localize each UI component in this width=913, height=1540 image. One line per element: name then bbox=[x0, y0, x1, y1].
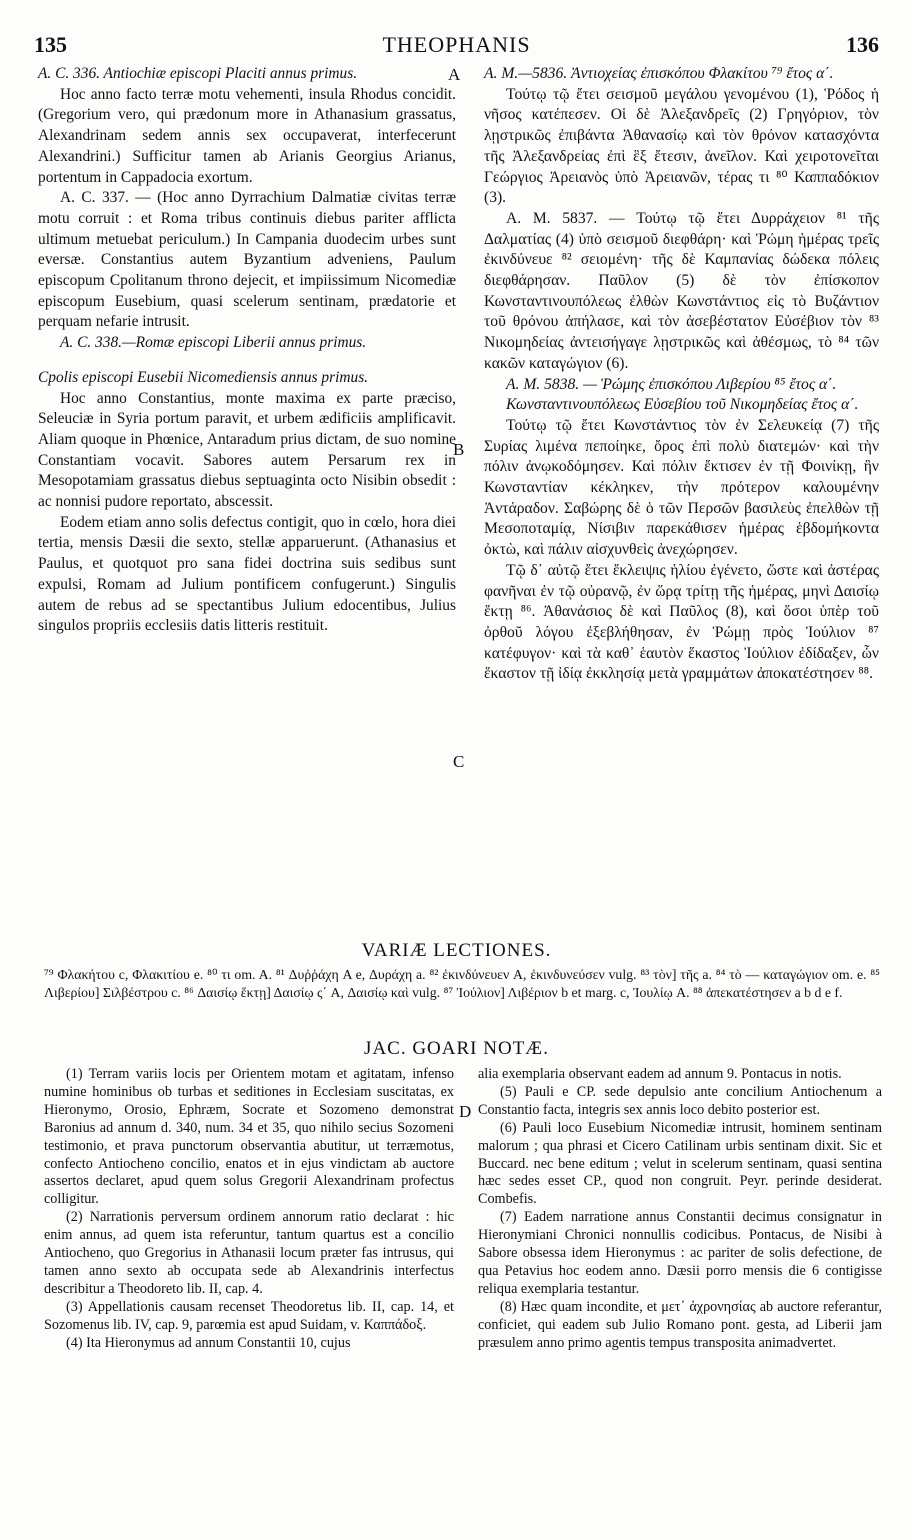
greek-column bbox=[484, 64, 879, 685]
running-title: THEOPHANIS bbox=[382, 32, 531, 57]
year-entry-336: A. C. 336. Antiochiæ episcopi Placiti annus primus. bbox=[38, 65, 358, 82]
year-entry-337: A. C. 337. — (Hoc anno Dyrrachium Dalmatiæ civitas terræ motu corruit : et Roma tribus continuis diebus pariter afflicta ultimum metuebat periculum.) In Campania duodecim urbes sunt eversæ. Constantius autem Byzantium adveniens, Paulum episcopum Cpolitanum throno dejecit, et impiissimum Nicomediæ episcopum Eusebium, quasi scelerum sentinam, prædatorie et perquam nefarie intrusit. bbox=[38, 189, 456, 331]
page-number-left: 135 bbox=[34, 32, 67, 57]
year-entry-5836: A. M.—5836. Ἀντιοχείας ἐπισκόπου Φλακίτου ⁷⁹ ἔτος α΄. bbox=[484, 65, 834, 82]
note-5: (5) Pauli e CP. sede depulsio ante concilium Antiochenum a Constantio facta, integris sex annis loco debito posterior est. bbox=[478, 1083, 882, 1118]
variant-readings: ⁷⁹ Φλακήτου c, Φλακιτίου e. ⁸⁰ τι om. A. ⁸¹ Δυῤῥάχη A e, Δυράχη a. ⁸² ἐκινδύνευεν A, ἐκινδυνεύσεν vulg. ⁸³ τὸν] τῆς a. ⁸⁴ τὸ — καταγώγιον om. e. ⁸⁵ Λιβερίου] Σιλβέστρου c. ⁸⁶ Δαισίῳ ἕκτῃ] Δαισίῳ ς΄ A, Δαισίῳ καὶ vulg. ⁸⁷ Ἰούλιον] Λιβέριον b et marg. c, Ἰουλίῳ A. ⁸⁸ ἀπεκατέστησεν a b d e f. bbox=[44, 967, 880, 1000]
latin-paragraph: Eodem etiam anno solis defectus contigit, quo in cœlo, hora diei tertia, mensis Dæsii die sexto, stellæ apparuerunt. (Athanasius et Paulus, et quotquot pro sana fidei doctrina suis sedibus sunt expulsi, Romam ad Julium pontificem confugerunt.) Singulis autem de rebus ad se spectantibus Julium edocentibus, Julius singulos propriis ecclesiis datis litteris restituit. bbox=[38, 513, 456, 635]
year-entry-338: A. C. 338.—Romæ episcopi Liberii annus primus. bbox=[60, 334, 367, 352]
notes-left-column bbox=[44, 1066, 454, 1353]
latin-paragraph: Hoc anno facto terræ motu vehementi, insula Rhodus concidit. (Gregorium vero, qui prædonum more in Athanasium grassatus, Alexandrinam sedem annis sex occupaverat, interfecerunt Alexandrini.) Sufficitur tamen ab Arianis Georgius Arianus, portentum in Cappadocia exortum. bbox=[38, 85, 456, 186]
note-4-continued: alia exemplaria observant eadem ad annum 9. Pontacus in notis. bbox=[478, 1066, 842, 1082]
greek-paragraph: Τούτῳ τῷ ἔτει Κωνστάντιος τὸν ἐν Σελευκείᾳ (7) τῆς Συρίας λιμένα πεποίηκε, ὄρος ἐπὶ πολὺ διατεμών· καὶ τὴν πόλιν ἀνῳκοδόμησεν. Καὶ πόλιν ἔκτισεν ἐν τῇ Φοινίκῃ, ἣν Κωνσταντίαν κέκληκεν, τὴν πρότερον καλουμένην Ἀντάραδον. Σαβώρης δὲ ὁ τῶν Περσῶν βασιλεὺς ἐπελθὼν τῇ Μεσοποταμίᾳ, Νίσιβιν παρεκάθισεν ἡμέρας ἑβδομήκοντα ὀκτὼ, καὶ πάλιν αἰσχυνθεὶς ἀνεχώρησεν. bbox=[484, 416, 879, 559]
note-4: (4) Ita Hieronymus ad annum Constantii 10, cujus bbox=[66, 1334, 351, 1351]
margin-letter-d: D bbox=[459, 1102, 472, 1121]
page-number-right: 136 bbox=[846, 32, 879, 57]
margin-letter-c: C bbox=[453, 752, 465, 771]
margin-letter-b: B bbox=[453, 440, 465, 459]
episcopate-heading: Κωνσταντινουπόλεως Εὐσεβίου τοῦ Νικομηδείας ἔτος α΄. bbox=[506, 396, 859, 414]
note-7: (7) Eadem narratione annus Constantii decimus consignatur in Hieronymiani Chronici nonnullis codicibus. Pontacus, de Nisibi à Sabore obsessa idem Hieronymus : ac pariter de solis defectione, de qua Petavius hoc eodem anno. Dæsii porro mensis die 6 contigisse reliqua exemplaria testantur. bbox=[478, 1209, 882, 1297]
variae-lectiones-text bbox=[44, 966, 880, 1002]
note-3: (3) Appellationis causam recenset Theodoretus lib. II, cap. 14, et Sozomenus lib. IV, cap. 9, parœmia est apud Suidam, v. Καππάδοξ. bbox=[44, 1298, 454, 1333]
latin-paragraph: Hoc anno Constantius, monte maxima ex parte præciso, Seleuciæ in Syria portum paravit, et urbem ædificiis amplificavit. Aliam quoque in Phœnice, Antaradum prius dictam, de suo nomine Constantiam vocavit. Sabores autem Persarum rex in Mesopotamiam grassatus diebus septuaginta octo Nisibin obsedit : ac nonnisi pudore reportato, abscessit. bbox=[38, 389, 456, 511]
notes-heading: JAC. GOARI NOTÆ. bbox=[364, 1038, 549, 1059]
year-entry-5838: A. M. 5838. — Ῥώμης ἐπισκόπου Λιβερίου ⁸⁵ ἔτος α΄. bbox=[506, 375, 837, 393]
year-entry-5837: A. M. 5837. — Τούτῳ τῷ ἔτει Δυρράχειον ⁸¹ τῆς Δαλματίας (4) ὑπὸ σεισμοῦ διεφθάρη· καὶ Ῥώμη ἡμέρας τρεῖς ἐκινδύνευε ⁸² σειομένη· τῆς δὲ Καμπανίας δώδεκα πόλεις διεφθάρησαν. Παῦλον (5) δὲ τὸν ἐπίσκοπον Κωνσταντινουπόλεως ἐλθὼν Κωνστάντιος εἰς τὸ Βυζάντιον τοῦ θρόνου ἀπήλασε, καὶ τὸν ἀσεβέστατον Εὐσέβιον τὸν ⁸³ Νικομηδείας ἀντεισήγαγε λῃστρικῶς καὶ ἀθέσμως, τὸ ⁸⁴ τῶν κακῶν καταγώγιον (6). bbox=[484, 209, 879, 372]
running-header bbox=[34, 32, 879, 60]
note-8: (8) Hæc quam incondite, et μετ᾽ ἀχρονησίας ab auctore referantur, conficiet, qui eadem sub Julio Romano pont. gesta, ad Liberii jam præsulem anno primo agentis tempus transposita animadvertet. bbox=[478, 1298, 882, 1351]
note-1: (1) Terram variis locis per Orientem motam et agitatam, infenso numine hominibus ob turbas et seditiones in Ecclesiam suscitatas, ex Hieronymo, Orosio, Ephræm, Socrate et Sozomeno demonstrat Baronius ad annum d. 340, num. 34 et 35, quo nihilo secius Sozomeni testimonio, et prava punctorum observantia abutitur, ut terræmotus, confecto Antiocheno concilio, enatos et in ejus vindictam ab auctore assertos declaret, apud quem solus Gregorii Alexandrinam profectus colligitur. bbox=[44, 1066, 454, 1208]
note-6: (6) Pauli loco Eusebium Nicomediæ intrusit, hominem sentinam malorum ; qua phrasi et Cicero Catilinam urbis sentinam dixit. Sic et Buccard. nec bene editum ; velut in scelerum sentinam, quasi sentina hæc sedes esset CP., quod non congruit. Peyr. perinde desiderat. Combefis. bbox=[478, 1119, 882, 1208]
variae-lectiones-heading: VARIÆ LECTIONES. bbox=[361, 940, 552, 961]
greek-paragraph: Τούτῳ τῷ ἔτει σεισμοῦ μεγάλου γενομένου (1), Ῥόδος ἡ νῆσος κατέπεσεν. Οἱ δὲ Ἀλεξανδρεῖς (2) Γρηγόριον, τὸν λῃστρικῶς ἐπιβάντα Ἀθανασίῳ καὶ τὸν θρόνον κατασχόντα τῆς Ἀλεξανδρείας ἐπὶ ἓξ ἔτεσιν, ἀνεῖλον. Καὶ χειροτονεῖται Γεώργιος Ἀρειανὸς ὑπὸ Ἀρειανῶν, τέρας τι ⁸⁰ Καππαδόκιον (3). bbox=[484, 85, 879, 207]
greek-paragraph: Τῷ δ᾽ αὐτῷ ἔτει ἔκλειψις ἡλίου ἐγένετο, ὥστε καὶ ἀστέρας φανῆναι ἐν τῷ οὐρανῷ, ἐν ὥρᾳ τρίτῃ τῆς ἡμέρας, μηνὶ Δαισίῳ ἕκτῃ ⁸⁶. Ἀθανάσιος δὲ καὶ Παῦλος (8), καὶ ὅσοι ὑπὲρ τοῦ ὀρθοῦ λόγου ἐξεβλήθησαν, ἐν Ῥώμῃ πρὸς Ἰούλιον ⁸⁷ κατέφυγον· καὶ τὰ καθ᾽ ἑαυτὸν ἕκαστος Ἰούλιον ἐδίδαξεν, ὧν ἕκαστον τῇ ἰδίᾳ ἐκκλησίᾳ μετὰ γραμμάτων ἀποκατέστησεν ⁸⁸. bbox=[484, 561, 879, 683]
margin-letter-a: A bbox=[448, 65, 461, 84]
episcopate-heading: Cpolis episcopi Eusebii Nicomediensis annus primus. bbox=[38, 368, 369, 386]
note-2: (2) Narrationis perversum ordinem annorum ratio declarat : hic enim annus, ad quem ista referuntur, tantum quartus est a concilio Antiocheno, quo Gregorius in Athanasii locum præter fas intrusus, qui tamen anno sexto ab occupata sede ab Alexandrinis interfectus describitur a Theodoreto lib. II, cap. 4. bbox=[44, 1209, 454, 1297]
latin-column bbox=[38, 64, 456, 637]
notes-right-column bbox=[478, 1066, 882, 1353]
